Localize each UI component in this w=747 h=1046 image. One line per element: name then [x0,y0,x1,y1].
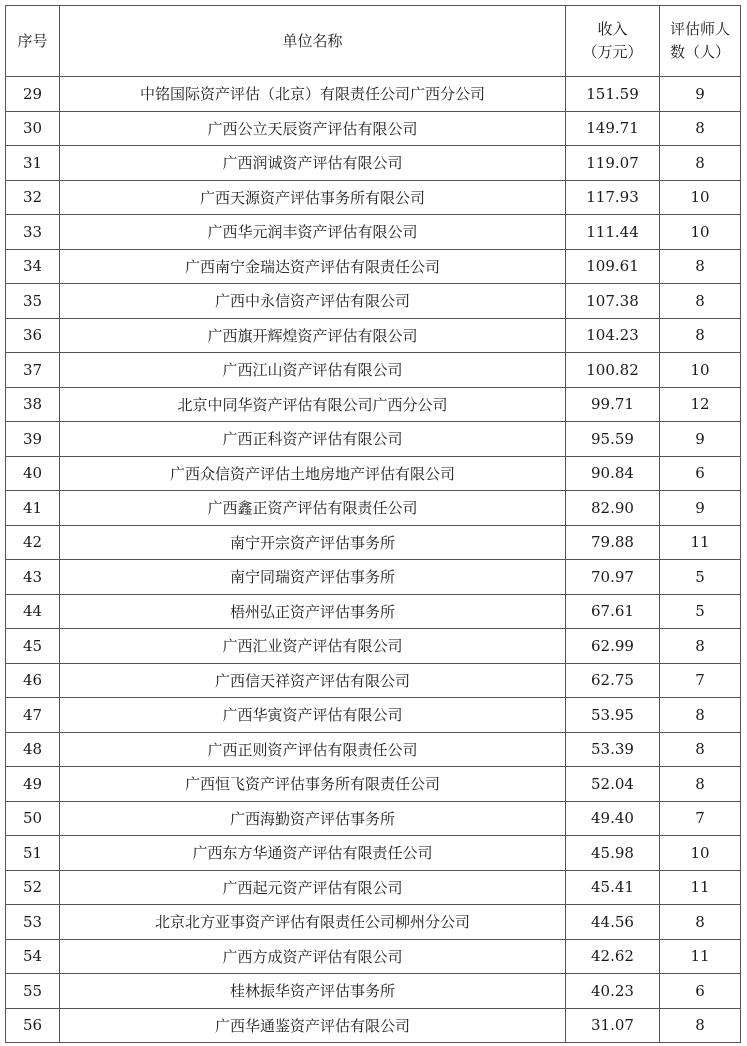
cell-name: 广西正则资产评估有限责任公司 [60,732,566,767]
cell-appraisers: 8 [660,318,741,353]
cell-appraisers: 9 [660,77,741,112]
cell-revenue: 52.04 [566,767,660,802]
cell-name: 广西天源资产评估事务所有限公司 [60,180,566,215]
cell-seq: 55 [6,974,60,1009]
table-row [6,870,741,905]
cell-appraisers: 10 [660,215,741,250]
cell-revenue: 100.82 [566,353,660,388]
cell-revenue: 95.59 [566,422,660,457]
table-row [6,767,741,802]
cell-seq: 40 [6,456,60,491]
table-row [6,594,741,629]
cell-seq: 33 [6,215,60,250]
table-row [6,801,741,836]
cell-seq: 38 [6,387,60,422]
cell-name: 广西起元资产评估有限公司 [60,870,566,905]
cell-name: 广西众信资产评估土地房地产评估有限公司 [60,456,566,491]
cell-appraisers: 11 [660,525,741,560]
cell-seq: 52 [6,870,60,905]
table-row [6,698,741,733]
cell-seq: 41 [6,491,60,526]
table-row [6,77,741,112]
cell-revenue: 70.97 [566,560,660,595]
cell-name: 广西信天祥资产评估有限公司 [60,663,566,698]
cell-name: 广西江山资产评估有限公司 [60,353,566,388]
cell-seq: 56 [6,1008,60,1043]
cell-seq: 31 [6,146,60,181]
header-appraisers [660,6,741,77]
cell-name: 广西公立天辰资产评估有限公司 [60,111,566,146]
cell-seq: 32 [6,180,60,215]
cell-seq: 54 [6,939,60,974]
cell-appraisers: 10 [660,180,741,215]
cell-appraisers: 8 [660,111,741,146]
cell-appraisers: 10 [660,836,741,871]
cell-seq: 35 [6,284,60,319]
cell-appraisers: 9 [660,491,741,526]
table-row [6,456,741,491]
table-row [6,215,741,250]
table-row [6,1008,741,1043]
cell-seq: 46 [6,663,60,698]
cell-revenue: 151.59 [566,77,660,112]
cell-revenue: 117.93 [566,180,660,215]
table-row [6,318,741,353]
cell-revenue: 82.90 [566,491,660,526]
cell-appraisers: 8 [660,698,741,733]
header-revenue-line2: （万元） [582,43,643,61]
header-name: 单位名称 [60,6,566,77]
cell-name: 广西旗开辉煌资产评估有限公司 [60,318,566,353]
cell-revenue: 109.61 [566,249,660,284]
cell-seq: 49 [6,767,60,802]
cell-appraisers: 5 [660,594,741,629]
cell-revenue: 79.88 [566,525,660,560]
cell-seq: 39 [6,422,60,457]
table-row [6,663,741,698]
cell-revenue: 53.95 [566,698,660,733]
table-header [6,6,741,77]
cell-revenue: 42.62 [566,939,660,974]
cell-name: 梧州弘正资产评估事务所 [60,594,566,629]
cell-revenue: 62.75 [566,663,660,698]
cell-appraisers: 9 [660,422,741,457]
cell-name: 南宁开宗资产评估事务所 [60,525,566,560]
cell-seq: 48 [6,732,60,767]
header-revenue-line1: 收入 [597,20,628,38]
header-row [6,6,741,77]
cell-seq: 47 [6,698,60,733]
table-row [6,249,741,284]
cell-revenue: 40.23 [566,974,660,1009]
header-revenue [566,6,660,77]
cell-appraisers: 11 [660,870,741,905]
cell-revenue: 119.07 [566,146,660,181]
table-row [6,111,741,146]
cell-appraisers: 8 [660,1008,741,1043]
table-row [6,629,741,664]
cell-appraisers: 8 [660,732,741,767]
table-row [6,732,741,767]
cell-appraisers: 11 [660,939,741,974]
cell-seq: 51 [6,836,60,871]
table-row [6,180,741,215]
cell-seq: 50 [6,801,60,836]
cell-appraisers: 8 [660,284,741,319]
appraisal-firms-table [5,5,741,1043]
table-row [6,491,741,526]
table-row [6,939,741,974]
cell-name: 广西海勤资产评估事务所 [60,801,566,836]
cell-seq: 44 [6,594,60,629]
table-row [6,525,741,560]
header-seq: 序号 [6,6,60,77]
cell-name: 南宁同瑞资产评估事务所 [60,560,566,595]
cell-seq: 53 [6,905,60,940]
cell-name: 广西鑫正资产评估有限责任公司 [60,491,566,526]
cell-appraisers: 8 [660,905,741,940]
cell-appraisers: 7 [660,801,741,836]
cell-appraisers: 8 [660,146,741,181]
cell-seq: 36 [6,318,60,353]
cell-seq: 34 [6,249,60,284]
cell-name: 广西润诚资产评估有限公司 [60,146,566,181]
table-row [6,905,741,940]
cell-revenue: 107.38 [566,284,660,319]
cell-revenue: 62.99 [566,629,660,664]
cell-seq: 45 [6,629,60,664]
cell-name: 广西恒飞资产评估事务所有限责任公司 [60,767,566,802]
table-row [6,836,741,871]
table-row [6,560,741,595]
cell-name: 广西南宁金瑞达资产评估有限责任公司 [60,249,566,284]
cell-seq: 37 [6,353,60,388]
cell-appraisers: 6 [660,974,741,1009]
cell-revenue: 149.71 [566,111,660,146]
table-row [6,353,741,388]
cell-revenue: 31.07 [566,1008,660,1043]
cell-appraisers: 6 [660,456,741,491]
cell-revenue: 104.23 [566,318,660,353]
cell-revenue: 90.84 [566,456,660,491]
cell-appraisers: 12 [660,387,741,422]
cell-appraisers: 8 [660,629,741,664]
cell-name: 广西华寅资产评估有限公司 [60,698,566,733]
cell-appraisers: 8 [660,249,741,284]
cell-name: 广西华元润丰资产评估有限公司 [60,215,566,250]
cell-revenue: 99.71 [566,387,660,422]
cell-revenue: 111.44 [566,215,660,250]
cell-revenue: 49.40 [566,801,660,836]
cell-name: 广西正科资产评估有限公司 [60,422,566,457]
header-appraisers-line1: 评估师人 [669,20,730,38]
table-row [6,146,741,181]
table-row [6,387,741,422]
cell-name: 中铭国际资产评估（北京）有限责任公司广西分公司 [60,77,566,112]
cell-revenue: 45.41 [566,870,660,905]
cell-appraisers: 10 [660,353,741,388]
cell-seq: 30 [6,111,60,146]
cell-name: 广西东方华通资产评估有限责任公司 [60,836,566,871]
cell-appraisers: 7 [660,663,741,698]
cell-revenue: 67.61 [566,594,660,629]
cell-seq: 42 [6,525,60,560]
table-row [6,974,741,1009]
cell-seq: 43 [6,560,60,595]
header-appraisers-line2: 数（人） [669,43,730,61]
cell-name: 桂林振华资产评估事务所 [60,974,566,1009]
table-row [6,422,741,457]
cell-name: 广西华通鉴资产评估有限公司 [60,1008,566,1043]
cell-revenue: 44.56 [566,905,660,940]
cell-seq: 29 [6,77,60,112]
table-row [6,284,741,319]
table-body [6,77,741,1043]
cell-appraisers: 5 [660,560,741,595]
cell-name: 广西中永信资产评估有限公司 [60,284,566,319]
cell-revenue: 53.39 [566,732,660,767]
cell-name: 广西汇业资产评估有限公司 [60,629,566,664]
cell-appraisers: 8 [660,767,741,802]
cell-name: 广西方成资产评估有限公司 [60,939,566,974]
cell-revenue: 45.98 [566,836,660,871]
cell-name: 北京中同华资产评估有限公司广西分公司 [60,387,566,422]
cell-name: 北京北方亚事资产评估有限责任公司柳州分公司 [60,905,566,940]
